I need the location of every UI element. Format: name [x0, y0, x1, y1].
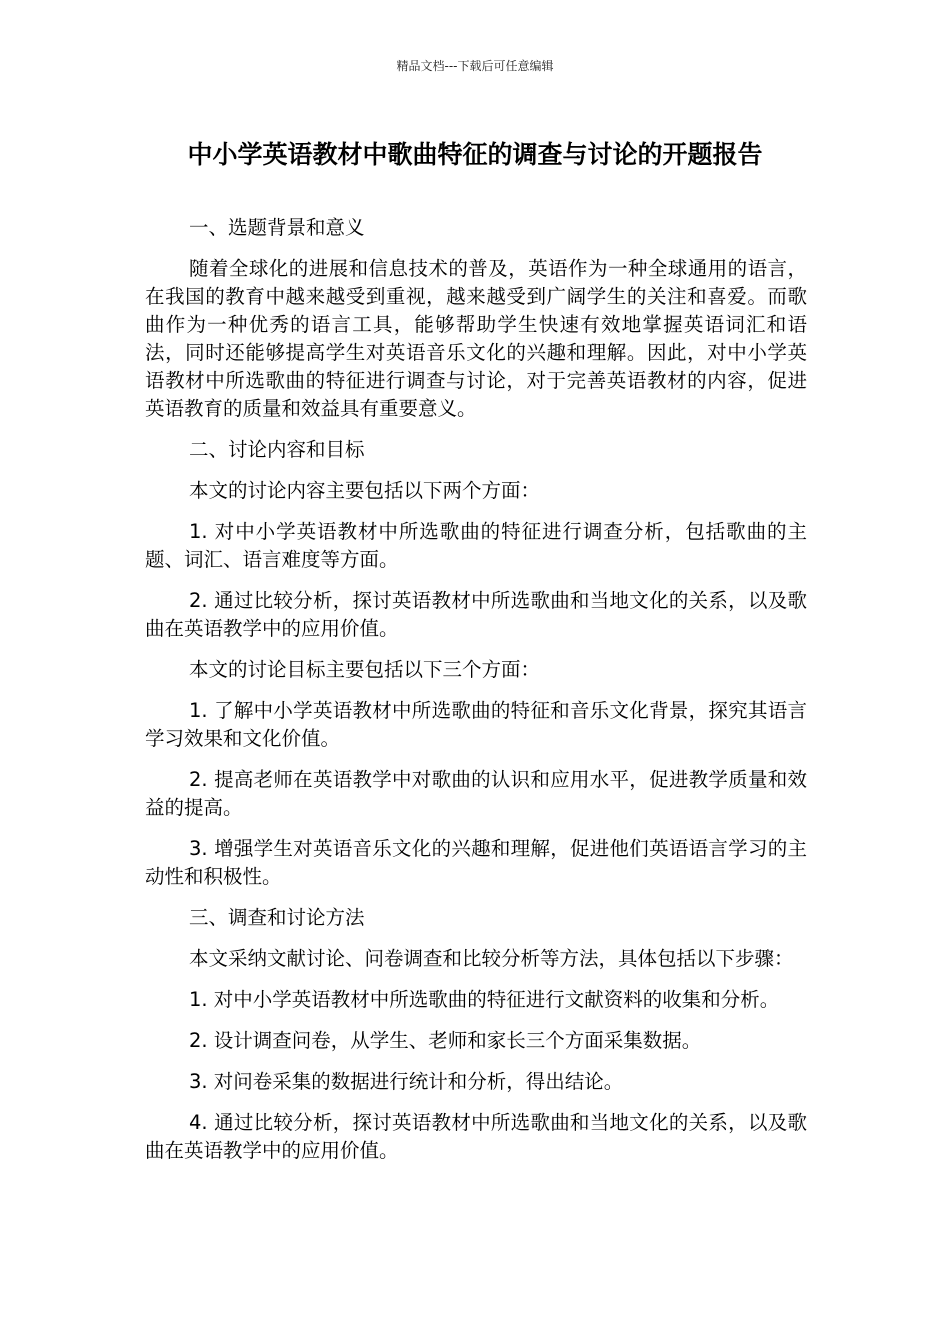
document-body	[145, 214, 807, 1178]
paragraph-methods-intro: 本文采纳文献讨论、问卷调查和比较分析等方法，具体包括以下步骤：	[189, 947, 794, 970]
paragraph-goals-intro: 本文的讨论目标主要包括以下三个方面：	[189, 658, 541, 681]
content-item-2: 2. 通过比较分析，探讨英语教材中所选歌曲和当地文化的关系，以及歌曲在英语教学中的应用价值。	[145, 589, 807, 640]
document-title: 中小学英语教材中歌曲特征的调查与讨论的开题报告	[187, 140, 763, 169]
section-heading-background: 一、选题背景和意义	[189, 216, 365, 239]
header-note: 精品文档---下载后可任意编辑	[396, 59, 554, 73]
method-step-3: 3. 对问卷采集的数据进行统计和分析，得出结论。	[189, 1070, 624, 1093]
method-step-4: 4. 通过比较分析，探讨英语教材中所选歌曲和当地文化的关系，以及歌曲在英语教学中的应用价值。	[145, 1111, 807, 1162]
goal-item-3: 3. 增强学生对英语音乐文化的兴趣和理解，促进他们英语语言学习的主动性和积极性。	[145, 837, 807, 888]
section-heading-content-goals: 二、讨论内容和目标	[189, 438, 365, 461]
method-step-1: 1. 对中小学英语教材中所选歌曲的特征进行文献资料的收集和分析。	[189, 988, 780, 1011]
method-step-2: 2. 设计调查问卷，从学生、老师和家长三个方面采集数据。	[189, 1029, 702, 1052]
paragraph-content-intro: 本文的讨论内容主要包括以下两个方面：	[189, 479, 541, 502]
content-item-1: 1. 对中小学英语教材中所选歌曲的特征进行调查分析，包括歌曲的主题、词汇、语言难度等方面。	[145, 520, 807, 571]
section-heading-methods: 三、调查和讨论方法	[189, 906, 365, 929]
goal-item-1: 1. 了解中小学英语教材中所选歌曲的特征和音乐文化背景，探究其语言学习效果和文化价值。	[145, 699, 807, 750]
paragraph-background: 随着全球化的进展和信息技术的普及，英语作为一种全球通用的语言，在我国的教育中越来越受到重视，越来越受到广阔学生的关注和喜爱。而歌曲作为一种优秀的语言工具，能够帮助学生快速有效地掌握英语词汇和语法，同时还能够提高学生对英语音乐文化的兴趣和理解。因此，对中小学英语教材中所选歌曲的特征进行调查与讨论，对于完善英语教材的内容，促进英语教育的质量和效益具有重要意义。	[145, 257, 807, 420]
goal-item-2: 2. 提高老师在英语教学中对歌曲的认识和应用水平，促进教学质量和效益的提高。	[145, 768, 807, 819]
